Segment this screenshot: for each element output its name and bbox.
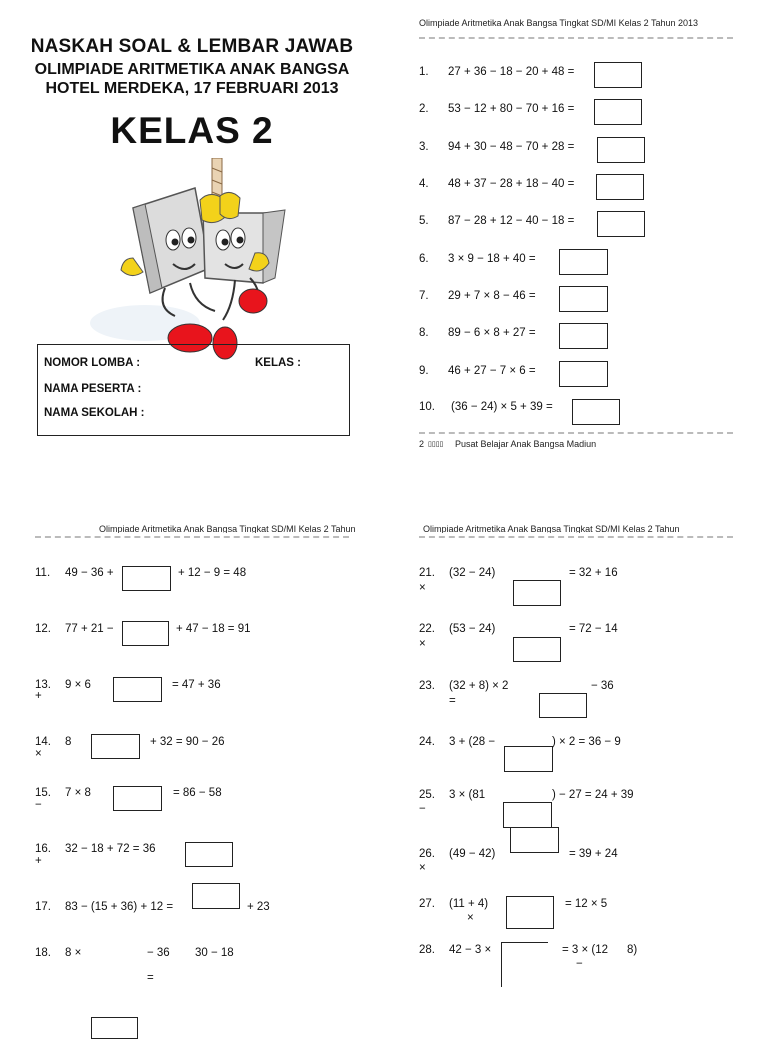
question-number: 10. bbox=[419, 401, 435, 413]
cover-subtitle: OLIMPIADE ARITMETIKA ANAK BANGSA bbox=[34, 61, 350, 78]
answer-box[interactable] bbox=[113, 677, 162, 702]
question-expression: (11 + 4) bbox=[449, 898, 489, 910]
answer-box[interactable] bbox=[559, 361, 608, 387]
question-expression-right: = 39 + 24 bbox=[569, 848, 618, 860]
question-expression: 7 × 8 bbox=[65, 787, 91, 799]
question-number: 3. bbox=[419, 141, 429, 153]
cover-venue-date: HOTEL MERDEKA, 17 FEBRUARI 2013 bbox=[45, 80, 339, 97]
answer-box[interactable] bbox=[122, 621, 169, 646]
question-number: 7. bbox=[419, 290, 429, 302]
answer-box[interactable] bbox=[594, 99, 642, 125]
page2-header: Olimpiade Aritmetika Anak Bangsa Tingkat SD/MI Kelas 2 Tahun 2013 bbox=[419, 18, 698, 28]
field-label-nama-sekolah: NAMA SEKOLAH : bbox=[44, 407, 145, 419]
question-operator: + bbox=[35, 690, 42, 702]
question-expression: 83 − (15 + 36) + 12 = bbox=[65, 901, 174, 913]
question-expression: 3 × (81 bbox=[449, 789, 486, 801]
answer-box[interactable] bbox=[113, 786, 162, 811]
page2-footer-divider bbox=[419, 432, 733, 434]
question-number: 8. bbox=[419, 327, 429, 339]
answer-box[interactable] bbox=[597, 211, 645, 237]
question-expression-right: − 36 bbox=[591, 680, 614, 692]
question-operator: − bbox=[35, 799, 42, 811]
question-expression: (32 + 8) × 2 bbox=[449, 680, 509, 692]
question-expression: 8 × bbox=[65, 947, 82, 959]
question-expression: 9 × 6 bbox=[65, 679, 91, 691]
answer-box[interactable] bbox=[185, 842, 233, 867]
question-expression-end: 8) bbox=[627, 944, 638, 956]
mascot-books-illustration bbox=[85, 158, 290, 363]
question-number: 13. bbox=[35, 679, 51, 691]
cover-title: NASKAH SOAL & LEMBAR JAWAB bbox=[30, 36, 354, 57]
page2-header-divider bbox=[419, 37, 733, 39]
answer-box[interactable] bbox=[559, 323, 608, 349]
question-operator: × bbox=[419, 638, 426, 650]
question-expression: 27 + 36 − 18 − 20 + 48 = bbox=[448, 66, 575, 78]
question-operator: × bbox=[419, 582, 426, 594]
page3-header: Olimpiade Aritmetika Anak Bangsa Tingkat SD/MI Kelas 2 Tahun bbox=[99, 524, 356, 533]
question-number: 4. bbox=[419, 178, 429, 190]
question-expression-right: + 12 − 9 = 48 bbox=[178, 567, 247, 579]
question-equals: = bbox=[147, 972, 154, 984]
question-number: 14. bbox=[35, 736, 51, 748]
question-expression: 48 + 37 − 28 + 18 − 40 = bbox=[448, 178, 575, 190]
question-expression-right: + 23 bbox=[247, 901, 270, 913]
answer-box[interactable] bbox=[513, 637, 561, 662]
question-expression-right: + 32 = 90 − 26 bbox=[150, 736, 225, 748]
question-operator: × bbox=[467, 912, 474, 924]
question-number: 23. bbox=[419, 680, 435, 692]
question-number: 21. bbox=[419, 567, 435, 579]
answer-box[interactable] bbox=[192, 883, 240, 909]
answer-box[interactable] bbox=[513, 580, 561, 606]
question-number: 2. bbox=[419, 103, 429, 115]
question-expression-right: = 86 − 58 bbox=[173, 787, 222, 799]
field-label-nama-peserta: NAMA PESERTA : bbox=[44, 383, 142, 395]
question-number: 28. bbox=[419, 944, 435, 956]
page4-header: Olimpiade Aritmetika Anak Bangsa Tingkat SD/MI Kelas 2 Tahun bbox=[423, 524, 680, 533]
question-expression: 32 − 18 + 72 = 36 bbox=[65, 843, 156, 855]
question-expression: (32 − 24) bbox=[449, 567, 496, 579]
field-label-kelas: KELAS : bbox=[255, 357, 301, 369]
question-expression: (53 − 24) bbox=[449, 623, 496, 635]
page4-header-divider bbox=[419, 536, 733, 538]
question-number: 5. bbox=[419, 215, 429, 227]
cover-class-heading: KELAS 2 bbox=[110, 110, 274, 151]
question-expression: 89 − 6 × 8 + 27 = bbox=[448, 327, 536, 339]
question-number: 12. bbox=[35, 623, 51, 635]
page2-page-number: 2 bbox=[419, 439, 425, 449]
question-expression: 87 − 28 + 12 − 40 − 18 = bbox=[448, 215, 575, 227]
question-number: 17. bbox=[35, 901, 51, 913]
question-number: 9. bbox=[419, 365, 429, 377]
question-expression-right: = 72 − 14 bbox=[569, 623, 618, 635]
question-number: 18. bbox=[35, 947, 51, 959]
question-expression: 53 − 12 + 80 − 70 + 16 = bbox=[448, 103, 575, 115]
question-expression: 8 bbox=[65, 736, 72, 748]
page2-footer-text: Pusat Belajar Anak Bangsa Madiun bbox=[455, 439, 597, 449]
question-number: 25. bbox=[419, 789, 435, 801]
question-expression: 3 × 9 − 18 + 40 = bbox=[448, 253, 536, 265]
page3-header-divider bbox=[35, 536, 349, 538]
question-number: 11. bbox=[35, 567, 51, 579]
question-number: 27. bbox=[419, 898, 435, 910]
answer-box[interactable] bbox=[594, 62, 642, 88]
question-expression-right: = 3 × (12 bbox=[562, 944, 609, 956]
question-expression-right: + 47 − 18 = 91 bbox=[176, 623, 251, 635]
question-expression: 29 + 7 × 8 − 46 = bbox=[448, 290, 536, 302]
question-expression-right: ) − 27 = 24 + 39 bbox=[552, 789, 634, 801]
question-operator: − bbox=[419, 803, 426, 815]
answer-box[interactable] bbox=[510, 827, 559, 853]
question-expression: (49 − 42) bbox=[449, 848, 496, 860]
question-operator: − bbox=[576, 958, 583, 970]
question-operator: + bbox=[35, 855, 42, 867]
answer-box[interactable] bbox=[572, 399, 620, 425]
question-expression-right: 30 − 18 bbox=[195, 947, 234, 959]
question-operator: = bbox=[449, 695, 456, 707]
page2-footer-glyphs: ▯▯▯▯ bbox=[428, 441, 444, 448]
field-label-nomor-lomba: NOMOR LOMBA : bbox=[44, 357, 141, 369]
question-expression-right: ) × 2 = 36 − 9 bbox=[552, 736, 621, 748]
answer-box[interactable] bbox=[122, 566, 171, 591]
answer-box[interactable] bbox=[501, 942, 548, 987]
question-number: 26. bbox=[419, 848, 435, 860]
question-number: 24. bbox=[419, 736, 435, 748]
question-number: 6. bbox=[419, 253, 429, 265]
question-expression: 42 − 3 × bbox=[449, 944, 492, 956]
question-number: 1. bbox=[419, 66, 429, 78]
question-number: 16. bbox=[35, 843, 51, 855]
question-expression-middle: − 36 bbox=[147, 947, 170, 959]
question-operator: × bbox=[35, 748, 42, 760]
question-expression: 46 + 27 − 7 × 6 = bbox=[448, 365, 536, 377]
answer-box[interactable] bbox=[559, 286, 608, 312]
question-number: 15. bbox=[35, 787, 51, 799]
question-expression: 3 + (28 − bbox=[449, 736, 496, 748]
answer-box[interactable] bbox=[503, 802, 552, 828]
question-expression-right: = 47 + 36 bbox=[172, 679, 221, 691]
question-expression-right: = 12 × 5 bbox=[565, 898, 608, 910]
answer-box[interactable] bbox=[596, 174, 644, 200]
answer-box[interactable] bbox=[504, 746, 553, 772]
question-number: 22. bbox=[419, 623, 435, 635]
answer-box[interactable] bbox=[91, 734, 140, 759]
answer-box[interactable] bbox=[506, 896, 554, 929]
question-expression: 94 + 30 − 48 − 70 + 28 = bbox=[448, 141, 575, 153]
answer-box[interactable] bbox=[91, 1017, 138, 1039]
question-expression: (36 − 24) × 5 + 39 = bbox=[451, 401, 553, 413]
question-expression: 49 − 36 + bbox=[65, 567, 114, 579]
question-operator: × bbox=[419, 862, 426, 874]
question-expression-right: = 32 + 16 bbox=[569, 567, 618, 579]
answer-box[interactable] bbox=[597, 137, 645, 163]
question-expression: 77 + 21 − bbox=[65, 623, 114, 635]
answer-box[interactable] bbox=[539, 693, 587, 718]
answer-box[interactable] bbox=[559, 249, 608, 275]
